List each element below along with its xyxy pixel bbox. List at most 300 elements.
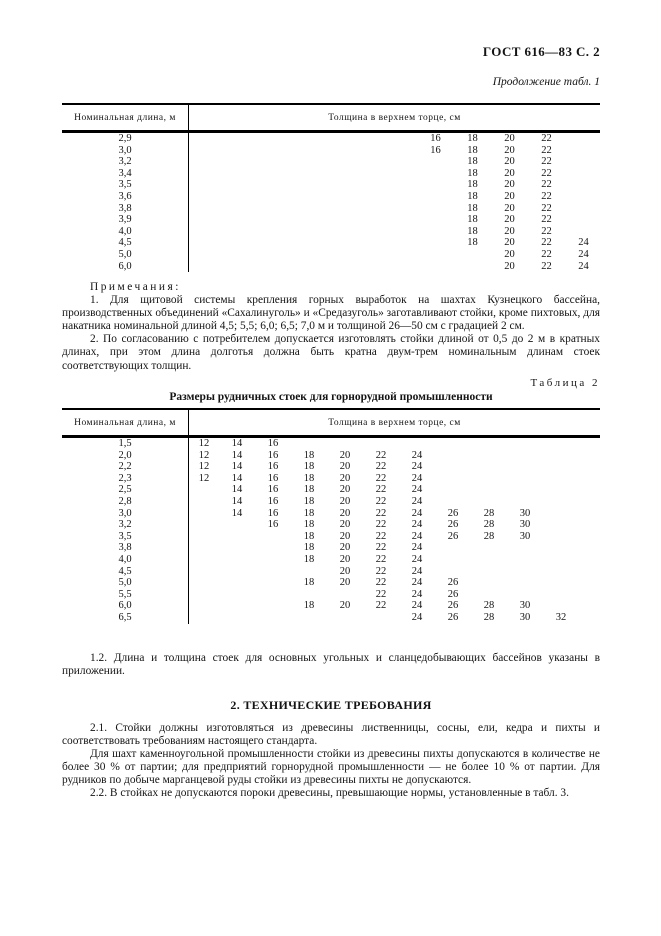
thickness-value-cell: 22: [541, 144, 552, 156]
table-row: [62, 133, 600, 145]
thickness-value-cell: [543, 496, 579, 508]
row-length-cell: 3,4: [62, 168, 189, 180]
thickness-value-cell: 22: [541, 260, 552, 272]
thickness-value-cell: 24: [411, 530, 423, 542]
thickness-value-cell: [543, 508, 579, 520]
thickness-value-cell: [417, 249, 454, 261]
thickness-value-cell: 18: [467, 167, 478, 179]
thickness-value-cell: [507, 450, 543, 462]
thickness-value-cell: [291, 589, 327, 601]
thickness-value-cell: 22: [375, 472, 387, 484]
thickness-value-cell: [435, 461, 471, 473]
thickness-value-cell: [471, 496, 507, 508]
thickness-value-cell: 22: [375, 588, 387, 600]
thickness-value-cell: [471, 566, 507, 578]
thickness-value-cell: 16: [430, 144, 441, 156]
table1-body: [62, 133, 600, 272]
thickness-value-cell: [291, 438, 327, 450]
thickness-value-cell: 18: [303, 472, 315, 484]
thickness-value-cell: 20: [504, 248, 515, 260]
table-row: [62, 600, 600, 612]
row-length-cell: 2,0: [62, 450, 189, 462]
thickness-value-cell: [507, 496, 543, 508]
thickness-value-cell: [291, 612, 327, 624]
thickness-value-cell: [435, 542, 471, 554]
thickness-value-cell: 28: [483, 611, 495, 623]
table-row: [62, 554, 600, 566]
thickness-value-cell: [219, 577, 255, 589]
row-length-cell: 4,5: [62, 566, 189, 578]
thickness-value-cell: 16: [267, 438, 279, 449]
thickness-value-cell: 20: [504, 190, 515, 202]
row-length-cell: 6,0: [62, 261, 189, 273]
thickness-value-cell: 24: [411, 588, 423, 600]
thickness-value-cell: 22: [375, 519, 387, 531]
thickness-value-cell: [219, 531, 255, 543]
thickness-value-cell: [327, 612, 363, 624]
thickness-value-cell: 16: [430, 133, 441, 144]
thickness-value-cell: 12: [198, 438, 210, 449]
thickness-value-cell: [219, 612, 255, 624]
notes-label: [62, 281, 600, 294]
thickness-value-cell: 22: [541, 167, 552, 179]
row-length-cell: 3,9: [62, 214, 189, 226]
thickness-value-cell: [417, 226, 454, 238]
row-length-cell: 3,2: [62, 156, 189, 168]
row-length-cell: 6,0: [62, 600, 189, 612]
table2-length-header: Номинальная длина, м: [62, 410, 189, 435]
thickness-value-cell: 18: [467, 144, 478, 156]
thickness-value-cell: 22: [375, 577, 387, 589]
thickness-value-cell: [255, 566, 291, 578]
thickness-value-cell: [417, 179, 454, 191]
thickness-value-cell: 28: [483, 530, 495, 542]
row-length-cell: 2,5: [62, 484, 189, 496]
table2-thickness-header: Толщина в верхнем торце, см: [328, 417, 461, 428]
thickness-value-cell: 24: [411, 565, 423, 577]
thickness-value-cell: [417, 214, 454, 226]
table-row: [62, 461, 600, 473]
thickness-value-cell: [435, 450, 471, 462]
table2-caption: Размеры рудничных стоек для горнорудной промышленности: [169, 391, 493, 403]
row-length-cell: 3,6: [62, 191, 189, 203]
table1-header-row: [62, 105, 600, 133]
para-2-1: 2.1. Стойки должны изготовляться из древесины лиственницы, сосны, ели, кедра и пихты и соответствовать требованиям настоящего стандарта.: [62, 722, 600, 748]
thickness-value-cell: 28: [483, 600, 495, 612]
row-length-cell: 5,5: [62, 589, 189, 601]
thickness-value-cell: 22: [375, 461, 387, 473]
thickness-value-cell: 20: [339, 519, 351, 531]
row-length-cell: 2,9: [62, 133, 189, 145]
table-row: [62, 168, 600, 180]
row-length-cell: 3,0: [62, 508, 189, 520]
thickness-value-cell: 22: [375, 530, 387, 542]
thickness-value-cell: 24: [411, 472, 423, 484]
thickness-value-cell: [565, 179, 602, 191]
thickness-value-cell: [363, 438, 399, 450]
thickness-value-cell: [219, 589, 255, 601]
section-2-heading: 2. ТЕХНИЧЕСКИЕ ТРЕБОВАНИЯ: [230, 698, 432, 712]
thickness-value-cell: 24: [411, 484, 423, 496]
thickness-value-cell: 20: [339, 553, 351, 565]
thickness-value-cell: 26: [447, 588, 459, 600]
thickness-value-cell: 26: [447, 600, 459, 612]
thickness-value-cell: 16: [267, 472, 279, 484]
thickness-value-cell: [507, 438, 543, 450]
thickness-value-cell: 32: [555, 611, 567, 623]
thickness-value-cell: 20: [504, 237, 515, 249]
thickness-value-cell: 12: [198, 449, 210, 461]
thickness-value-cell: [255, 542, 291, 554]
thickness-value-cell: 18: [303, 577, 315, 589]
thickness-value-cell: 22: [375, 553, 387, 565]
thickness-value-cell: [189, 484, 219, 496]
thickness-value-cell: [189, 496, 219, 508]
thickness-value-cell: [417, 237, 454, 249]
thickness-value-cell: 20: [339, 600, 351, 612]
thickness-value-cell: [471, 473, 507, 485]
thickness-value-cell: 20: [504, 144, 515, 156]
table1-continuation: [62, 103, 600, 272]
thickness-value-cell: [399, 438, 435, 450]
table-row: [62, 531, 600, 543]
thickness-value-cell: [543, 554, 579, 566]
row-length-cell: 1,5: [62, 438, 189, 450]
thickness-value-cell: 30: [519, 519, 531, 531]
thickness-value-cell: 20: [339, 530, 351, 542]
thickness-value-cell: 18: [467, 190, 478, 202]
thickness-value-cell: 18: [467, 225, 478, 237]
thickness-value-cell: [543, 600, 579, 612]
thickness-value-cell: [255, 554, 291, 566]
thickness-value-cell: 24: [411, 449, 423, 461]
thickness-value-cell: 24: [411, 507, 423, 519]
thickness-value-cell: 24: [578, 260, 589, 272]
thickness-value-cell: 22: [375, 507, 387, 519]
para-1-2-block: [62, 652, 600, 678]
thickness-value-cell: 16: [267, 461, 279, 473]
row-length-cell: 3,5: [62, 179, 189, 191]
table2-header-row: [62, 410, 600, 438]
thickness-value-cell: [435, 566, 471, 578]
thickness-value-cell: 20: [339, 495, 351, 507]
thickness-value-cell: [565, 214, 602, 226]
row-length-cell: 3,0: [62, 145, 189, 157]
row-length-cell: 4,5: [62, 237, 189, 249]
thickness-value-cell: 22: [541, 202, 552, 214]
thickness-value-cell: [327, 438, 363, 450]
table-row: [62, 156, 600, 168]
thickness-value-cell: 18: [303, 495, 315, 507]
thickness-value-cell: [507, 473, 543, 485]
table-row: [62, 508, 600, 520]
thickness-value-cell: 24: [411, 553, 423, 565]
thickness-value-cell: [219, 600, 255, 612]
thickness-value-cell: [189, 519, 219, 531]
row-length-cell: 5,0: [62, 249, 189, 261]
table-row: [62, 589, 600, 601]
thickness-value-cell: [219, 554, 255, 566]
thickness-value-cell: 18: [467, 133, 478, 144]
thickness-value-cell: 20: [504, 133, 515, 144]
thickness-value-cell: 14: [231, 507, 243, 519]
thickness-value-cell: 30: [519, 611, 531, 623]
thickness-value-cell: 20: [339, 507, 351, 519]
thickness-value-cell: 24: [411, 461, 423, 473]
thickness-value-cell: [471, 542, 507, 554]
thickness-value-cell: [189, 612, 219, 624]
table-row: [62, 145, 600, 157]
para-2-1-continued: Для шахт каменноугольной промышленности стойки из древесины пихты допускаются в количестве не более 30 % от партии; для предприятий горнорудной промышленности — не более 10 % от партии. Для рудников по добыче марганцевой руды стойки из древесины пихты не допускаются.: [62, 748, 600, 787]
table-row: [62, 473, 600, 485]
thickness-value-cell: [565, 156, 602, 168]
thickness-value-cell: 30: [519, 507, 531, 519]
table-row: [62, 542, 600, 554]
row-length-cell: 4,0: [62, 226, 189, 238]
notes-label-text: Примечания:: [90, 281, 181, 293]
table-row: [62, 203, 600, 215]
thickness-value-cell: 24: [411, 542, 423, 554]
thickness-value-cell: [507, 461, 543, 473]
thickness-value-cell: [565, 133, 602, 145]
thickness-value-cell: 28: [483, 519, 495, 531]
thickness-value-cell: [417, 261, 454, 273]
thickness-value-cell: 18: [467, 179, 478, 191]
thickness-value-cell: 26: [447, 577, 459, 589]
thickness-value-cell: [189, 542, 219, 554]
table-row: [62, 261, 600, 273]
table-row: [62, 237, 600, 249]
thickness-value-cell: 14: [231, 438, 243, 449]
table-row: [62, 438, 600, 450]
thickness-value-cell: [255, 577, 291, 589]
thickness-value-cell: [543, 566, 579, 578]
table2: [62, 408, 600, 624]
thickness-value-cell: [543, 484, 579, 496]
thickness-value-cell: [255, 600, 291, 612]
thickness-value-cell: 24: [411, 519, 423, 531]
table-row: [62, 566, 600, 578]
thickness-value-cell: [543, 531, 579, 543]
table-row: [62, 249, 600, 261]
thickness-value-cell: [363, 612, 399, 624]
thickness-value-cell: [417, 168, 454, 180]
thickness-value-cell: [543, 542, 579, 554]
thickness-value-cell: [219, 566, 255, 578]
thickness-value-cell: 18: [467, 214, 478, 226]
thickness-value-cell: [471, 589, 507, 601]
thickness-value-cell: 20: [504, 260, 515, 272]
thickness-value-cell: 20: [339, 577, 351, 589]
thickness-value-cell: 14: [231, 461, 243, 473]
thickness-value-cell: 20: [339, 472, 351, 484]
thickness-value-cell: 12: [198, 461, 210, 473]
thickness-value-cell: 22: [541, 248, 552, 260]
table-row: [62, 191, 600, 203]
thickness-value-cell: 16: [267, 495, 279, 507]
thickness-value-cell: 18: [303, 553, 315, 565]
thickness-value-cell: [565, 191, 602, 203]
thickness-value-cell: [435, 484, 471, 496]
row-length-cell: 3,2: [62, 519, 189, 531]
table-row: [62, 496, 600, 508]
thickness-value-cell: [454, 249, 491, 261]
table-row: [62, 450, 600, 462]
thickness-value-cell: 20: [339, 484, 351, 496]
thickness-value-cell: [189, 566, 219, 578]
thickness-value-cell: 18: [303, 461, 315, 473]
table2-label: Таблица 2: [530, 377, 600, 389]
thickness-value-cell: [507, 589, 543, 601]
thickness-value-cell: [435, 438, 471, 450]
thickness-value-cell: 24: [578, 237, 589, 249]
thickness-value-cell: [471, 438, 507, 450]
thickness-value-cell: 22: [541, 179, 552, 191]
thickness-value-cell: [471, 554, 507, 566]
table-row: [62, 519, 600, 531]
thickness-value-cell: 20: [339, 461, 351, 473]
thickness-value-cell: 18: [303, 530, 315, 542]
table-row: [62, 612, 600, 624]
thickness-value-cell: 22: [541, 237, 552, 249]
thickness-value-cell: [291, 566, 327, 578]
section-2-text: [62, 722, 600, 801]
thickness-value-cell: 22: [541, 214, 552, 226]
thickness-value-cell: [543, 519, 579, 531]
thickness-value-cell: 18: [303, 484, 315, 496]
thickness-value-cell: [543, 438, 579, 450]
thickness-value-cell: 20: [504, 156, 515, 168]
thickness-value-cell: 20: [339, 542, 351, 554]
thickness-value-cell: 12: [198, 472, 210, 484]
table-row: [62, 577, 600, 589]
thickness-value-cell: [507, 484, 543, 496]
thickness-value-cell: 18: [303, 600, 315, 612]
thickness-value-cell: [507, 554, 543, 566]
continuation-note: Продолжение табл. 1: [492, 76, 600, 88]
thickness-value-cell: [543, 473, 579, 485]
thickness-value-cell: 22: [541, 133, 552, 144]
thickness-value-cell: 22: [541, 225, 552, 237]
thickness-value-cell: [189, 531, 219, 543]
thickness-value-cell: [189, 554, 219, 566]
thickness-value-cell: [543, 450, 579, 462]
row-length-cell: 2,2: [62, 461, 189, 473]
thickness-value-cell: 24: [411, 600, 423, 612]
thickness-value-cell: 14: [231, 495, 243, 507]
thickness-value-cell: [417, 156, 454, 168]
thickness-value-cell: [435, 473, 471, 485]
thickness-value-cell: 22: [375, 600, 387, 612]
thickness-value-cell: [507, 577, 543, 589]
table-row: [62, 226, 600, 238]
thickness-value-cell: [471, 450, 507, 462]
thickness-value-cell: [471, 577, 507, 589]
thickness-value-cell: 22: [541, 156, 552, 168]
thickness-value-cell: 22: [541, 190, 552, 202]
table2-body: [62, 438, 600, 624]
thickness-value-cell: 20: [339, 449, 351, 461]
thickness-value-cell: 24: [411, 495, 423, 507]
thickness-value-cell: [454, 261, 491, 273]
thickness-value-cell: [543, 577, 579, 589]
thickness-value-cell: [255, 589, 291, 601]
thickness-value-cell: 20: [504, 202, 515, 214]
thickness-value-cell: 20: [504, 214, 515, 226]
thickness-value-cell: 28: [483, 507, 495, 519]
thickness-value-cell: [255, 531, 291, 543]
thickness-value-cell: [565, 168, 602, 180]
row-length-cell: 3,8: [62, 203, 189, 215]
thickness-value-cell: 20: [339, 565, 351, 577]
thickness-value-cell: [435, 554, 471, 566]
para-2-2: 2.2. В стойках не допускаются пороки древесины, превышающие нормы, установленные в табл. 3.: [90, 787, 569, 800]
thickness-value-cell: 14: [231, 472, 243, 484]
row-length-cell: 5,0: [62, 577, 189, 589]
thickness-value-cell: [189, 600, 219, 612]
thickness-value-cell: [219, 519, 255, 531]
thickness-value-cell: 22: [375, 449, 387, 461]
thickness-value-cell: 22: [375, 542, 387, 554]
thickness-value-cell: [543, 589, 579, 601]
thickness-value-cell: [507, 542, 543, 554]
thickness-value-cell: [543, 461, 579, 473]
thickness-value-cell: 18: [303, 519, 315, 531]
thickness-value-cell: 18: [303, 507, 315, 519]
thickness-value-cell: 20: [504, 225, 515, 237]
row-length-cell: 3,8: [62, 542, 189, 554]
row-length-cell: 6,5: [62, 612, 189, 624]
thickness-value-cell: [565, 203, 602, 215]
thickness-value-cell: 26: [447, 530, 459, 542]
thickness-value-cell: 22: [375, 565, 387, 577]
thickness-value-cell: [417, 191, 454, 203]
thickness-value-cell: [189, 508, 219, 520]
thickness-value-cell: 18: [303, 542, 315, 554]
note-1: 1. Для щитовой системы крепления горных выработок на шахтах Кузнецкого бассейна, производственных объединений «Сахалинуголь» и «Средазуголь» заготавливают стойки, кроме пихтовых, для накатника номинальной длиной 4,5; 5,5; 6,0; 6,5; 7,0 м и толщиной 26—50 см с градацией 2 см.: [62, 294, 600, 333]
thickness-value-cell: [189, 577, 219, 589]
thickness-value-cell: 18: [467, 202, 478, 214]
row-length-cell: 2,3: [62, 473, 189, 485]
table-row: [62, 214, 600, 226]
para-1-2: 1.2. Длина и толщина стоек для основных угольных и сланцедобывающих бассейнов указаны в приложении.: [62, 652, 600, 678]
thickness-value-cell: [471, 484, 507, 496]
thickness-value-cell: 14: [231, 484, 243, 496]
thickness-value-cell: 26: [447, 519, 459, 531]
thickness-value-cell: [255, 612, 291, 624]
note-2: 2. По согласованию с потребителем допускается изготовлять стойки длиной от 0,5 до 2 м в кратных длинах, при этом длина долготья должна быть кратна двум-трем номинальным длинам стоек соответствующих толщин.: [62, 333, 600, 372]
thickness-value-cell: [219, 542, 255, 554]
thickness-value-cell: [565, 145, 602, 157]
thickness-value-cell: 26: [447, 611, 459, 623]
thickness-value-cell: [565, 226, 602, 238]
row-length-cell: 3,5: [62, 531, 189, 543]
thickness-value-cell: 24: [411, 577, 423, 589]
table1-length-header: Номинальная длина, м: [62, 105, 189, 130]
thickness-value-cell: 16: [267, 519, 279, 531]
thickness-value-cell: 16: [267, 449, 279, 461]
thickness-value-cell: 18: [467, 156, 478, 168]
thickness-value-cell: [435, 496, 471, 508]
thickness-value-cell: 22: [375, 495, 387, 507]
thickness-value-cell: 16: [267, 484, 279, 496]
thickness-value-cell: 22: [375, 484, 387, 496]
row-length-cell: 4,0: [62, 554, 189, 566]
thickness-value-cell: [327, 589, 363, 601]
thickness-value-cell: [417, 203, 454, 215]
thickness-value-cell: 14: [231, 449, 243, 461]
thickness-value-cell: 20: [504, 167, 515, 179]
